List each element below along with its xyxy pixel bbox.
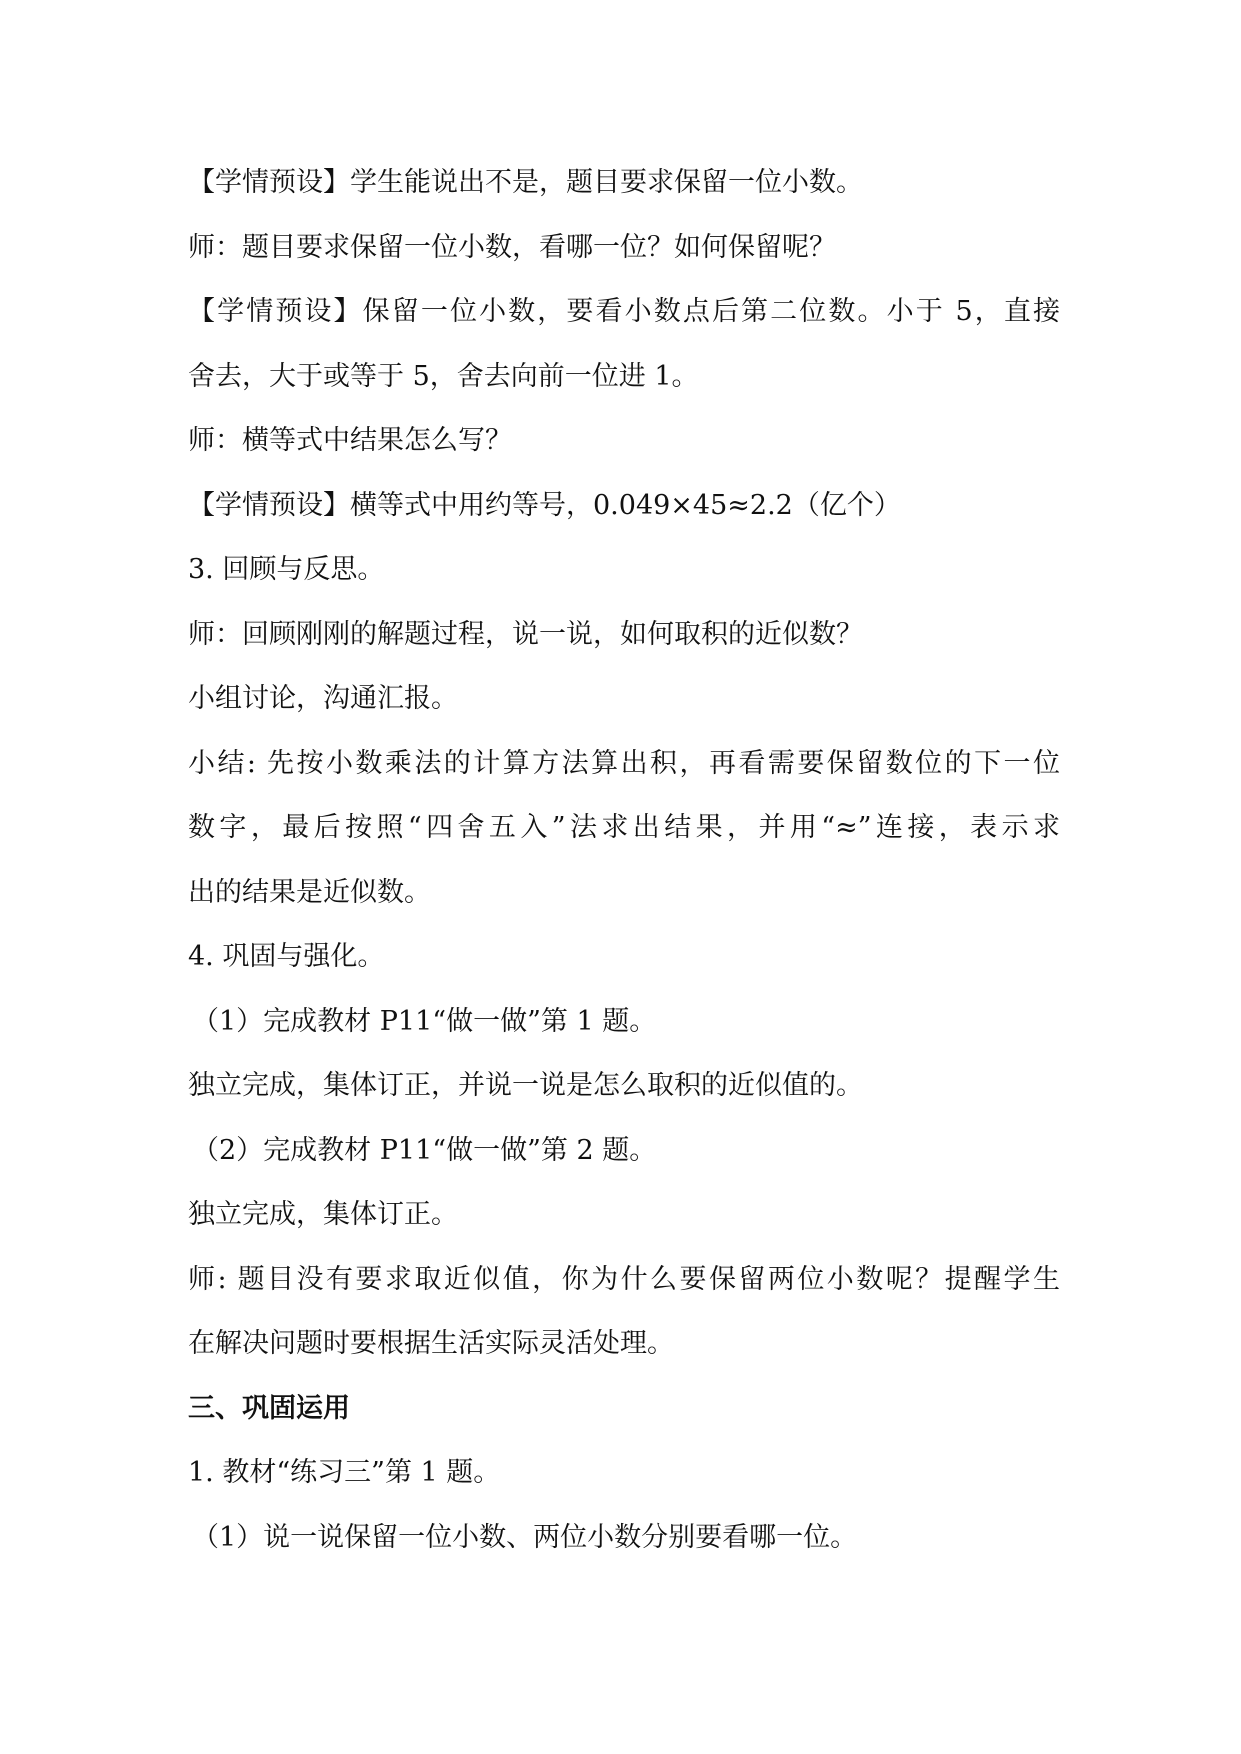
paragraph-line: 【学情预设】学生能说出不是，题目要求保留一位小数。 xyxy=(188,167,863,198)
paragraph-line: 3. 回顾与反思。 xyxy=(188,554,385,585)
paragraph-line: 舍去，大于或等于 5，舍去向前一位进 1。 xyxy=(188,360,699,392)
paragraph-line: 独立完成，集体订正。 xyxy=(188,1199,458,1230)
paragraph-line: 师：横等式中结果怎么写？ xyxy=(188,425,512,456)
paragraph-line: 数字，最后按照“四舍五入”法求出结果，并用“≈”连接，表示求 xyxy=(188,812,1060,843)
paragraph-line: 出的结果是近似数。 xyxy=(188,876,431,908)
paragraph-line: 独立完成，集体订正，并说一说是怎么取积的近似值的。 xyxy=(188,1070,863,1101)
paragraph-line: 在解决问题时要根据生活实际灵活处理。 xyxy=(188,1328,674,1359)
paragraph-line: 【学情预设】横等式中用约等号，0.049×45≈2.2（亿个） xyxy=(188,489,901,521)
paragraph-line: （2）完成教材 P11“做一做”第 2 题。 xyxy=(192,1134,657,1166)
document-page xyxy=(188,151,1060,1570)
paragraph-line: 小结: 先按小数乘法的计算方法算出积，再看需要保留数位的下一位 xyxy=(188,747,1060,779)
paragraph-line: 师：题目要求保留一位小数，看哪一位？如何保留呢？ xyxy=(188,231,836,263)
paragraph-line: （1）说一说保留一位小数、两位小数分别要看哪一位。 xyxy=(192,1521,858,1553)
paragraph-line: 1. 教材“练习三”第 1 题。 xyxy=(188,1457,501,1488)
paragraph-line: 【学情预设】保留一位小数，要看小数点后第二位数。小于 5，直接 xyxy=(188,296,1060,327)
paragraph-line: 小组讨论，沟通汇报。 xyxy=(188,683,458,714)
section-heading: 三、巩固运用 xyxy=(188,1392,350,1424)
paragraph-line: 4. 巩固与强化。 xyxy=(188,941,385,972)
paragraph-line: 师: 题目没有要求取近似值，你为什么要保留两位小数呢？提醒学生 xyxy=(188,1263,1060,1295)
paragraph-line: 师：回顾刚刚的解题过程，说一说，如何取积的近似数？ xyxy=(188,618,863,650)
paragraph-line: （1）完成教材 P11“做一做”第 1 题。 xyxy=(192,1005,657,1037)
